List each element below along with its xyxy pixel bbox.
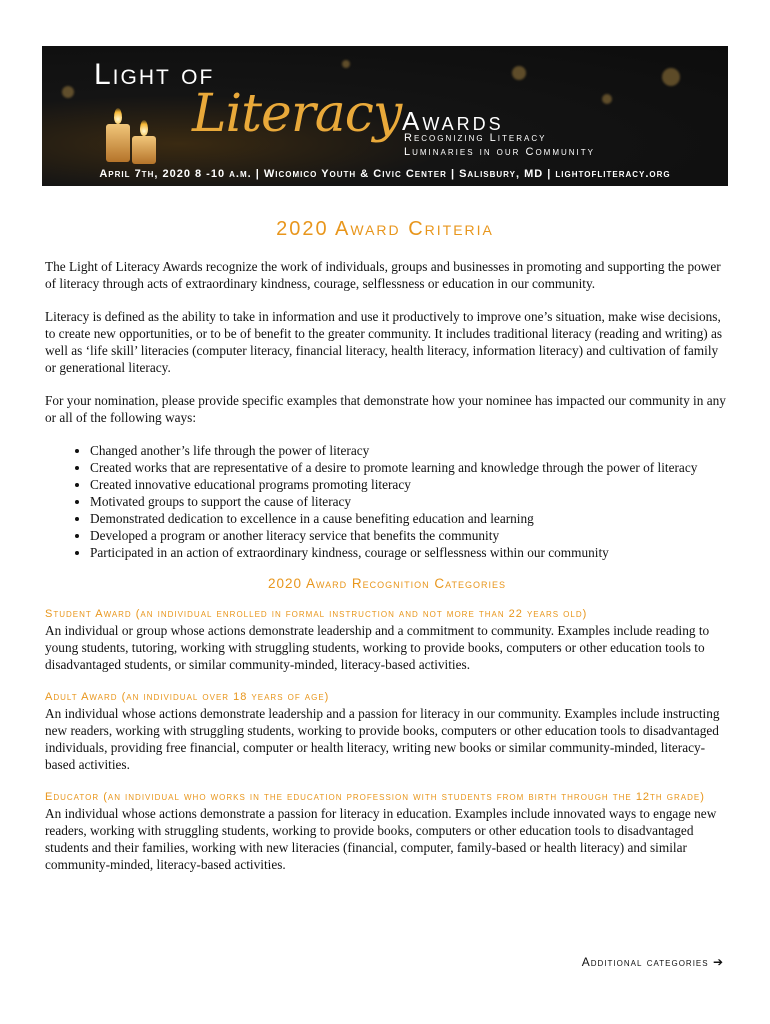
criteria-list <box>45 442 729 561</box>
banner-awards: Awards <box>402 106 504 136</box>
banner-literacy: Literacy <box>192 84 402 144</box>
intro-paragraph: The Light of Literacy Awards recognize the work of individuals, groups and businesses in promoting and supporting the power of literacy through acts of extraordinary kindness, courage, selflessness or education in our community. <box>45 259 721 291</box>
category-heading-adult: Adult Award (an individual over 18 years of age) <box>45 691 330 703</box>
list-item: • Created innovative educational programs promoting literacy <box>90 476 729 493</box>
list-item: • Changed another’s life through the power of literacy <box>90 442 729 459</box>
definition-paragraph: Literacy is defined as the ability to take in information and use it productively to improve one’s situation, make wise decisions, to create new opportunities, or to be of benefit to the greater community. It includes traditional literacy (reading and writing) as well as ‘life skill’ literacies (computer literacy, financial literacy, health literacy, information literacy) and cultivation of family or generational literacy. <box>45 309 723 375</box>
nomination-paragraph: For your nomination, please provide specific examples that demonstrate how your nominee has impacted our community in any or all of the following ways: <box>45 393 726 425</box>
candle-icon <box>132 136 156 164</box>
candle-icon <box>106 124 130 162</box>
additional-categories-link[interactable]: Additional categories ➔ <box>581 955 724 969</box>
list-item: • Demonstrated dedication to excellence in a cause benefiting education and learning <box>90 510 729 527</box>
list-item: • Motivated groups to support the cause of literacy <box>90 493 729 510</box>
page-title: 2020 Award Criteria <box>276 218 494 240</box>
category-text-educator: An individual whose actions demonstrate a passion for literacy in education. Examples include innovated ways to engage new readers, working with struggling students, working to provide books, computers or other education tools to disadvantaged students and their families, working with new literacies (financial, computer, family-based or health literacy) and similar community-minded, literacy-based activities. <box>45 806 717 872</box>
banner-tagline-2: Luminaries in our Community <box>404 146 596 158</box>
bokeh-light <box>342 60 350 68</box>
categories-title: 2020 Award Recognition Categories <box>267 576 507 591</box>
document-body <box>45 258 729 889</box>
bokeh-light <box>662 68 680 86</box>
category-text-adult: An individual whose actions demonstrate leadership and a passion for literacy in our community. Examples include instructing new readers, working with struggling students, working to provide books, computers or other education tools to disadvantaged individuals, providing free financial, computer or health literacy, writing new books or similar community-minded, literacy-based activities. <box>45 706 720 772</box>
category-text-student: An individual or group whose actions demonstrate leadership and a commitment to community. Examples include reading to young students, tutoring, working with struggling students, working to provide books, computers or other education tools to disadvantaged students, or similar community-minded, literacy-based activities. <box>45 623 710 672</box>
banner-light-of: Light of <box>94 58 215 91</box>
banner-event-line: April 7th, 2020 8 -10 a.m. | Wicomico Youth & Civic Center | Salisbury, MD | lightofliteracy.org <box>99 168 671 180</box>
banner-tagline-1: Recognizing Literacy <box>404 132 547 144</box>
category-heading-educator: Educator (an individual who works in the education profession with students from birth through the 12th grade) <box>45 791 705 803</box>
category-heading-student: Student Award (an individual enrolled in formal instruction and not more than 22 years old) <box>45 608 588 620</box>
bokeh-light <box>512 66 526 80</box>
candle-flame-icon <box>140 120 148 136</box>
header-banner <box>42 46 728 186</box>
bokeh-light <box>62 86 74 98</box>
list-item: • Created works that are representative of a desire to promote learning and knowledge through the power of literacy <box>90 459 729 476</box>
list-item: • Developed a program or another literacy service that benefits the community <box>90 527 729 544</box>
list-item: • Participated in an action of extraordinary kindness, courage or selflessness within our community <box>90 544 729 561</box>
candle-flame-icon <box>114 108 122 124</box>
bokeh-light <box>602 94 612 104</box>
